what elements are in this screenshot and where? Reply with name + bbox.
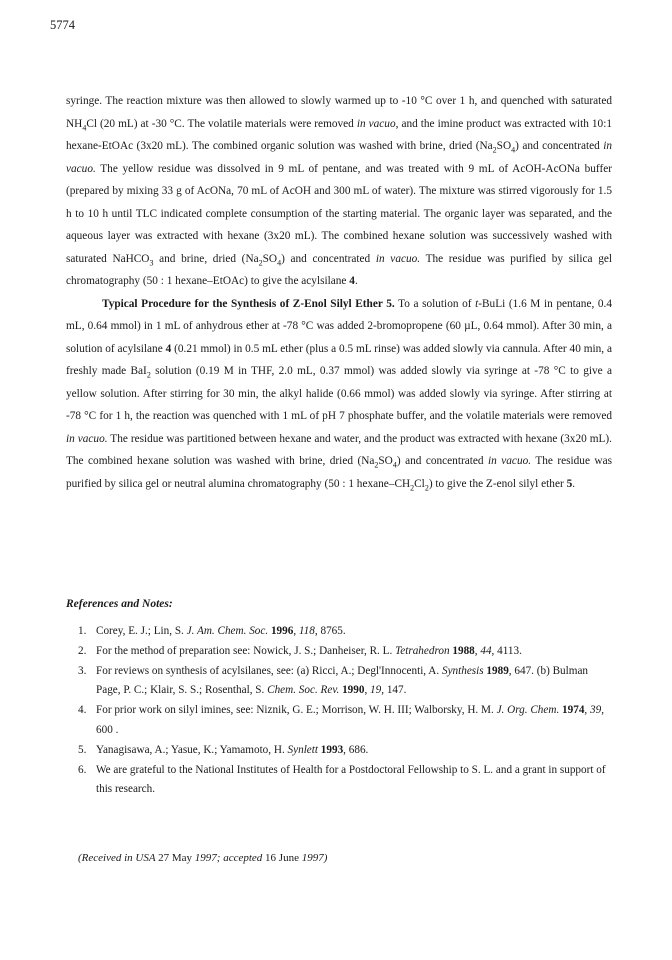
text-run: The residue was purified by silica gel or neutral alumina chromatography (50 : 1 hexane–CH: [66, 455, 612, 490]
text-run: ,: [584, 704, 591, 717]
text-run: ,: [364, 684, 371, 697]
compound-number: 4: [349, 275, 355, 287]
text-run: (0.21 mmol) in 0.5 mL ether (plus a 0.5 mL rinse) was added slowly via cannula. After 40 min, a freshly made BaI: [66, 342, 612, 377]
text-run: , and the imine product was extracted with 10:1 hexane-EtOAc (3x20 mL). The combined organic solution was washed with brine, dried (Na: [66, 117, 612, 152]
reference-number: 2.: [78, 644, 87, 657]
references-heading: References and Notes:: [66, 598, 173, 610]
text-run: ) and concentrated: [396, 455, 489, 467]
text-run: -BuLi (1.6 M in pentane, 0.4 mL, 0.64 mmol) in 1 mL of anhydrous ether at -78 °C was added 2-bromopropene (60 µL, 0.64 mmol). After 30 min, a solution of acylsilane: [66, 297, 612, 355]
subscript: 2: [374, 460, 379, 470]
text-run: We are grateful to the National Institutes of Health for a Postdoctoral Fellowship to S. L. and a grant in support of this research.: [96, 763, 606, 796]
subscript: 4: [392, 460, 397, 470]
reference-year: 1989: [486, 664, 509, 677]
reference-number: 4.: [78, 704, 87, 717]
text-run: To a solution of: [394, 297, 476, 310]
reference-volume: 19: [370, 684, 382, 697]
reference-year: 1988: [452, 644, 475, 657]
text-run: and brine, dried (Na: [153, 252, 259, 265]
text-run: (Received in USA: [78, 852, 159, 864]
compound-number: 4: [165, 342, 172, 355]
received-dates: [78, 852, 327, 864]
paragraph-enol-silyl-ether-procedure: [66, 293, 612, 496]
text-run: , 147.: [381, 684, 407, 697]
text-run: Corey, E. J.; Lin, S.: [96, 625, 187, 637]
italic-text: t: [475, 297, 479, 310]
reference-item: [78, 701, 612, 741]
italic-text: in vacuo.: [66, 432, 108, 445]
received-date: 27 May: [158, 852, 193, 864]
journal-name: Synlett: [287, 743, 318, 756]
journal-name: Tetrahedron: [395, 644, 450, 657]
reference-item: [78, 642, 612, 662]
subscript: 2: [146, 370, 151, 380]
text-run: For the method of preparation see: Nowick, J. S.; Danheiser, R. L.: [96, 644, 396, 657]
paragraph-acylsilane-workup: [66, 90, 612, 293]
text-run: ) and concentrated: [281, 252, 376, 265]
subscript: 4: [82, 122, 87, 132]
reference-item: [78, 741, 612, 761]
subscript: 2: [258, 257, 263, 267]
text-run: 1997): [298, 852, 328, 864]
text-run: The residue was partitioned between hexane and water, and the product was extracted with hexane (3x20 mL). The combined hexane solution was washed with brine, dried (Na: [66, 432, 612, 467]
italic-text: in vacuo.: [375, 252, 421, 265]
text-run: For reviews on synthesis of acylsilanes, see: (a) Ricci, A.; Degl'Innocenti, A.: [96, 664, 442, 677]
reference-year: 1974: [562, 704, 585, 717]
italic-text: in vacuo: [356, 117, 396, 130]
compound-number: 5: [566, 477, 573, 490]
subscript: 3: [149, 257, 154, 267]
text-run: .: [572, 477, 576, 490]
procedure-heading: Typical Procedure for the Synthesis of Z-Enol Silyl Ether 5.: [102, 297, 395, 310]
subscript: 4: [511, 145, 516, 155]
reference-item: [78, 622, 612, 642]
subscript: 2: [424, 482, 429, 492]
reference-volume: 44: [480, 644, 492, 657]
journal-name: Chem. Soc. Rev.: [267, 684, 340, 697]
text-run: , 4113.: [491, 644, 522, 657]
text-run: Cl: [414, 477, 425, 490]
text-run: ) and concentrated: [515, 140, 604, 152]
text-run: The residue was purified by silica gel chromatography (50 : 1 hexane–EtOAc) to give the acylsilane: [66, 252, 612, 287]
italic-text: in vacuo.: [66, 140, 613, 175]
page-number: 5774: [50, 18, 75, 32]
text-run: , 686.: [343, 743, 369, 756]
reference-number: 3.: [78, 664, 87, 677]
text-run: Yanagisawa, A.; Yasue, K.; Yamamoto, H.: [96, 743, 288, 756]
text-run: SO: [378, 455, 393, 467]
reference-volume: 39: [590, 704, 602, 717]
text-run: , 600 .: [96, 704, 604, 736]
text-run: Cl (20 mL) at -30 °C. The volatile materials were removed: [86, 117, 357, 130]
text-run: , 8765.: [314, 625, 346, 637]
text-run: , 647. (b) Bulman Page, P. C.; Klair, S. S.; Rosenthal, S.: [96, 664, 589, 697]
reference-year: 1993: [320, 743, 344, 756]
reference-volume: 118: [298, 625, 315, 637]
text-run: ) to give the Z-enol silyl ether: [428, 477, 567, 490]
subscript: 2: [492, 145, 497, 155]
journal-name: Synthesis: [441, 664, 484, 677]
references-list: [78, 622, 612, 800]
text-run: syringe. The reaction mixture was then allowed to slowly warmed up to -10 °C over 1 h, and quenched with saturated NH: [66, 95, 612, 130]
journal-name: J. Am. Chem. Soc.: [186, 625, 269, 637]
reference-number: 6.: [78, 763, 87, 776]
reference-number: 1.: [78, 625, 87, 637]
journal-name: J. Org. Chem.: [496, 704, 560, 717]
reference-number: 5.: [78, 743, 87, 756]
text-run: For prior work on silyl imines, see: Niznik, G. E.; Morrison, W. H. III; Walborsky, H. M.: [96, 704, 497, 717]
reference-item: [78, 662, 612, 702]
subscript: 2: [410, 482, 415, 492]
accepted-date: 16 June: [265, 852, 299, 864]
text-run: SO: [496, 140, 512, 152]
text-run: solution (0.19 M in THF, 2.0 mL, 0.37 mmol) was added slowly via syringe at -78 °C to give a yellow solution. After stirring for 30 min, the alkyl halide (0.66 mmol) was added slowly via syringe. After stirring at -78 °C for 1 h, the reaction was quenched with 1 mL of pH 7 phosphate buffer, and the volatile materials were removed: [66, 365, 612, 422]
text-run: .: [354, 275, 358, 287]
italic-text: in vacuo.: [488, 455, 532, 467]
text-run: ,: [293, 625, 299, 637]
text-run: The yellow residue was dissolved in 9 mL of pentane, and was treated with 9 mL of AcOH-AcONa buffer (prepared by mixing 33 g of AcONa, 70 mL of AcOH and 300 mL of water). The mixture was stirred vigorously for 1.5 h to 10 h until TLC indicated complete consumption of the starting material. The organic layer was separated, and the aqueous layer was extracted with hexane (3x20 mL). The combined hexane solution was successively washed with saturated NaHCO: [66, 162, 612, 265]
reference-year: 1990: [342, 684, 365, 697]
reference-item: [78, 761, 612, 801]
experimental-text: [66, 90, 612, 495]
subscript: 4: [277, 257, 282, 267]
reference-year: 1996: [270, 625, 294, 637]
text-run: ,: [474, 644, 481, 657]
text-run: SO: [262, 252, 278, 265]
text-run: 1997; accepted: [192, 852, 266, 864]
